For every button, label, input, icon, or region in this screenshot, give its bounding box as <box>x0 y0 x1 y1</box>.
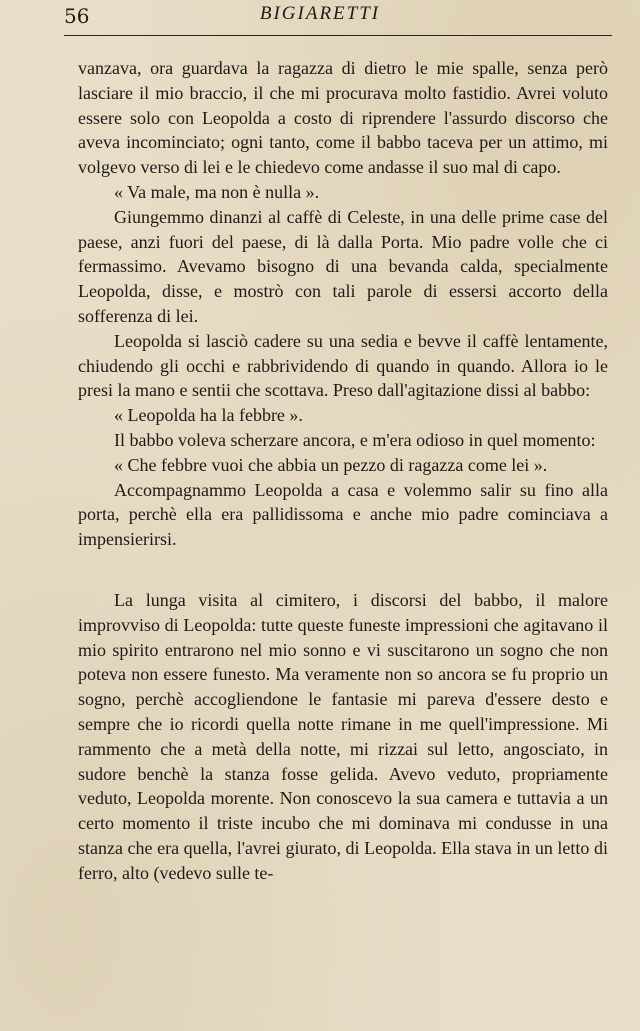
body-text <box>78 56 608 886</box>
paragraph: « Che febbre vuoi che abbia un pezzo di ragazza come lei ». <box>114 454 548 475</box>
section-break <box>78 552 608 588</box>
paragraph: « Leopolda ha la febbre ». <box>114 405 303 426</box>
page-header <box>0 0 640 36</box>
page-number: 56 <box>64 4 90 28</box>
running-title: BIGIARETTI <box>259 3 381 24</box>
paragraph: La lunga visita al cimitero, i discorsi del babbo, il malore improvviso di Leopolda: tutte queste funeste impressioni che agitavano il mio spirito entrarono nel mio sonno e vi suscitarono un sogno che non poteva non essere funesto. Ma veramente non so ancora se fu proprio un sogno, perchè accogliendone le fantasie mi pareva d'essere desto e sempre che io ricordi quella notte rimane in me quell'impressione. Mi rammento che a metà della notte, mi rizzai sul letto, angosciato, in sudore benchè la stanza fosse gelida. Avevo veduto, propriamente veduto, Leopolda morente. Non conoscevo la sua camera e tuttavia a un certo momento il triste incubo che mi dominava mi condusse in una stanza che era quella, l'avrei giurato, di Leopolda. Ella stava in un letto di ferro, alto (vedevo sulle te- <box>78 589 608 883</box>
paragraph: Giungemmo dinanzi al caffè di Celeste, in una delle prime case del paese, anzi fuori del paese, di là dalla Porta. Mio padre volle che ci fermassimo. Avevamo bisogno di una bevanda calda, specialmente Leopolda, disse, e mostrò con tali parole di essersi accorto della sofferenza di lei. <box>78 206 608 326</box>
paragraph: Leopolda si lasciò cadere su una sedia e bevve il caffè lentamente, chiudendo gli occhi e rabbrividendo di quando in quando. Allora io le presi la mano e sentii che scottava. Preso dall'agitazione dissi al babbo: <box>78 330 608 401</box>
header-rule <box>64 35 612 36</box>
paragraph: Il babbo voleva scherzare ancora, e m'era odioso in quel momento: <box>114 429 596 450</box>
paragraph: Accompagnammo Leopolda a casa e volemmo salir su fino alla porta, perchè ella era pallidissoma e anche mio padre cominciava a impensierirsi. <box>78 479 608 550</box>
paragraph: « Va male, ma non è nulla ». <box>114 181 320 202</box>
paragraph: vanzava, ora guardava la ragazza di dietro le mie spalle, senza però lasciare il mio braccio, il che mi procurava molto fastidio. Avrei voluto essere solo con Leopolda a costo di riprendere l'assurdo discorso che aveva incominciato; ogni tanto, come il babbo taceva per un attimo, mi volgevo verso di lei e le chiedevo come andasse il suo mal di capo. <box>78 58 608 178</box>
